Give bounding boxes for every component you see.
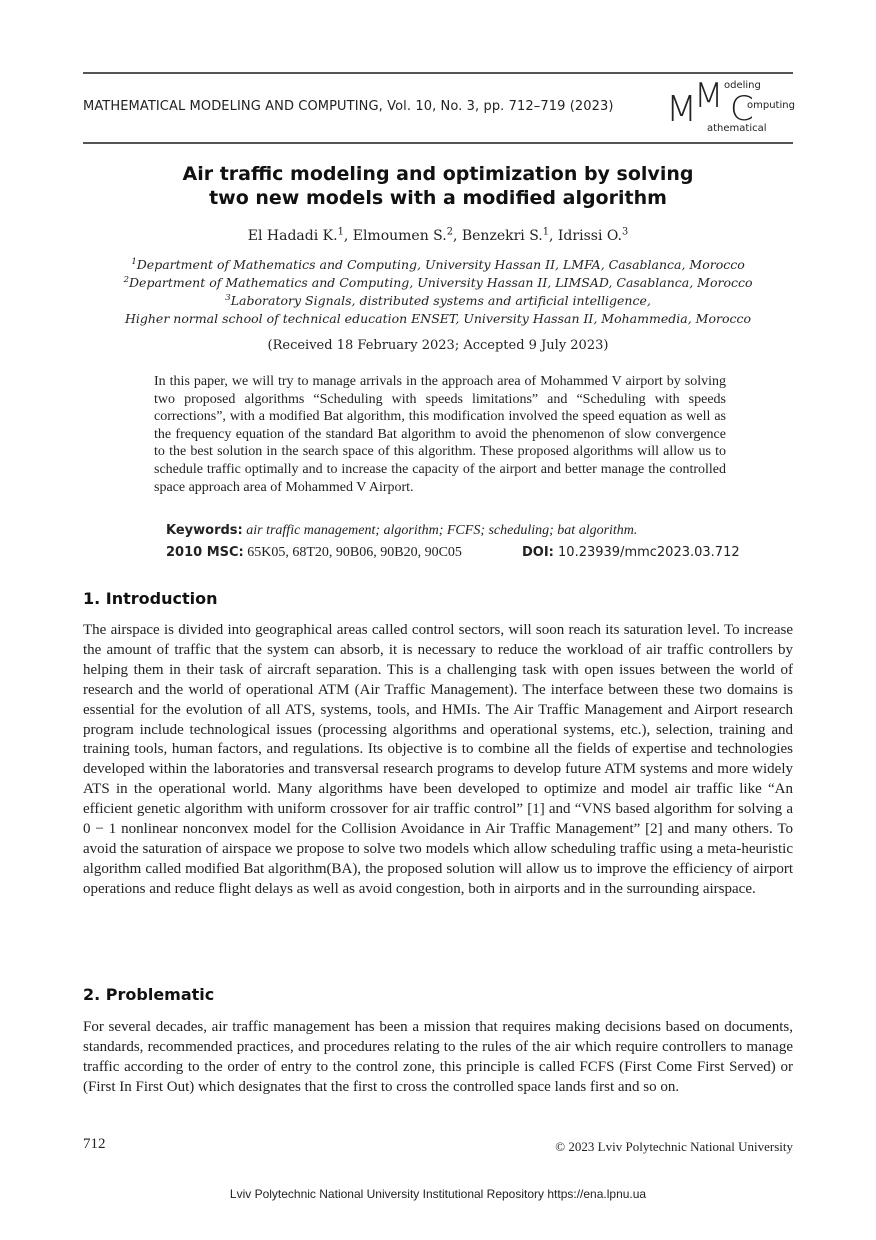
- affiliation-number: 1: [131, 256, 137, 267]
- msc-classification: [166, 545, 462, 561]
- affiliation-text: Laboratory Signals, distributed systems and artificial intelligence,: [230, 293, 651, 308]
- copyright-notice: © 2023 Lviv Polytechnic National University: [555, 1139, 793, 1154]
- paper-title: [0, 162, 876, 210]
- affiliation-text: Department of Mathematics and Computing, University Hassan II, LIMSAD, Casablanca, Morocco: [129, 275, 753, 290]
- page-number: 712: [83, 1136, 106, 1152]
- affiliation-number: 2: [123, 274, 130, 285]
- author-affiliation-mark: 1: [337, 226, 344, 238]
- doi: [522, 545, 740, 560]
- author-affiliation-mark: 2: [446, 226, 453, 238]
- keywords: [166, 523, 746, 539]
- repository-footer: Lviv Polytechnic National University Institutional Repository https://ena.lpnu.ua: [229, 1187, 647, 1201]
- logo-letter-m-modeling: M: [694, 76, 724, 116]
- logo-letter-m-mathematical: M: [666, 89, 698, 130]
- affiliation-item: [0, 310, 876, 328]
- affiliation-text: Department of Mathematics and Computing, University Hassan II, LMFA, Casablanca, Morocco: [136, 257, 745, 272]
- affiliation-item: [0, 292, 876, 310]
- logo-word-athematical: athematical: [707, 123, 767, 134]
- header-top-rule: [83, 72, 793, 74]
- section-body-problematic: For several decades, air traffic management has been a mission that requires making decisions based on documents, standards, recommended practices, and procedures relating to the rules of the air which require controllers to manage traffic according to the order of entry to the control zone, this principle is called FCFS (First Come First Served) or (First In First Out) which designates that the first to cross the controlled space lands first and so on.: [83, 1019, 793, 1095]
- abstract: In this paper, we will try to manage arrivals in the approach area of Mohammed V airport by solving two proposed algorithms “Scheduling with speeds limitations” and “Scheduling with speeds corrections”, with a modified Bat algorithm, this modification involved the speed equation as well as the frequency equation of the standard Bat algorithm to avoid the phenomenon of slow convergence to the best solution in the search space of this algorithm. These proposed algorithms will allow us to schedule traffic optimally and to increase the capacity of the airport and better manage the controlled space approach area of Mohammed V Airport.: [154, 374, 726, 495]
- section-heading-introduction: 1. Introduction: [83, 589, 218, 608]
- logo-word-omputing: omputing: [747, 100, 795, 111]
- doi-label: DOI:: [522, 545, 554, 560]
- logo-word-odeling: odeling: [724, 80, 761, 91]
- received-dates: (Received 18 February 2023; Accepted 9 July 2023): [267, 338, 609, 353]
- author-name: Idrissi O.: [557, 228, 622, 244]
- msc-value: 65K05, 68T20, 90B06, 90B20, 90C05: [247, 545, 462, 560]
- keywords-value: air traffic management; algorithm; FCFS; scheduling; bat algorithm.: [246, 523, 638, 538]
- journal-logo: [664, 78, 794, 138]
- author-list: El Hadadi K.$^1$, Elmoumen S.$^2$, Benzekri S.$^1$, Idrissi O.$^3$: [247, 226, 629, 244]
- journal-citation: MATHEMATICAL MODELING AND COMPUTING, Vol. 10, No. 3, pp. 712–719 (2023): [83, 99, 614, 114]
- author-name: El Hadadi K.: [247, 228, 338, 244]
- doi-link[interactable]: 10.23939/mmc2023.03.712: [558, 545, 740, 560]
- author-name: Elmoumen S.: [352, 228, 447, 244]
- affiliation-item: [0, 256, 876, 274]
- affiliation-list: [0, 256, 876, 328]
- affiliation-text: Higher normal school of technical education ENSET, University Hassan II, Mohammedia, Morocco: [124, 311, 751, 326]
- logo-letter-c-computing: C: [730, 89, 754, 129]
- keywords-label: Keywords:: [166, 523, 243, 538]
- author-affiliation-mark: 1: [542, 226, 549, 238]
- section-heading-problematic: 2. Problematic: [83, 985, 215, 1004]
- title-line-2: two new models with a modified algorithm: [209, 187, 667, 209]
- affiliation-item: [0, 274, 876, 292]
- author-affiliation-mark: 3: [621, 226, 629, 238]
- header-bottom-rule: [83, 142, 793, 144]
- title-line-1: Air traffic modeling and optimization by solving: [182, 163, 694, 185]
- msc-label: 2010 MSC:: [166, 545, 244, 560]
- section-body-introduction: The airspace is divided into geographical areas called control sectors, will soon reach its saturation level. To increase the amount of traffic that the system can absorb, it is necessary to reduce the workload of air traffic controllers by helping them in their task of aircraft separation. This is a challenging task with open issues between the world of research and the world of operational ATM (Air Traffic Management). The interface between these two domains is essential for the evolution of all ATS, systems, tools, and HMIs. The Air Traffic Management and Airport research program include technological issues (processing algorithms and operational systems, etc.), selection, training and training tools, human factors, and regulations. Its objective is to combine all the fields of expertise and technologies developed within the laboratories and transversal research programs to develop future ATM systems and more widely ATS in the operational world. Many algorithms have been developed to optimize and model air traffic like “An efficient genetic algorithm with uniform crossover for air traffic control” [1] and “VNS based algorithm for solving a 0 − 1 nonlinear nonconvex model for the Collision Avoidance in Air Traffic Management” [2] and many others. To avoid the saturation of airspace we propose to solve two models which allow scheduling traffic using a meta-heuristic algorithm called modified Bat algorithm(BA), the proposed solution will allow us to improve the efficiency of airport operations and reduce flight delays as well as avoid congestion, both in airports and in the surrounding airspace.: [83, 622, 793, 897]
- affiliation-number: 3: [225, 292, 231, 303]
- author-name: Benzekri S.: [461, 228, 543, 244]
